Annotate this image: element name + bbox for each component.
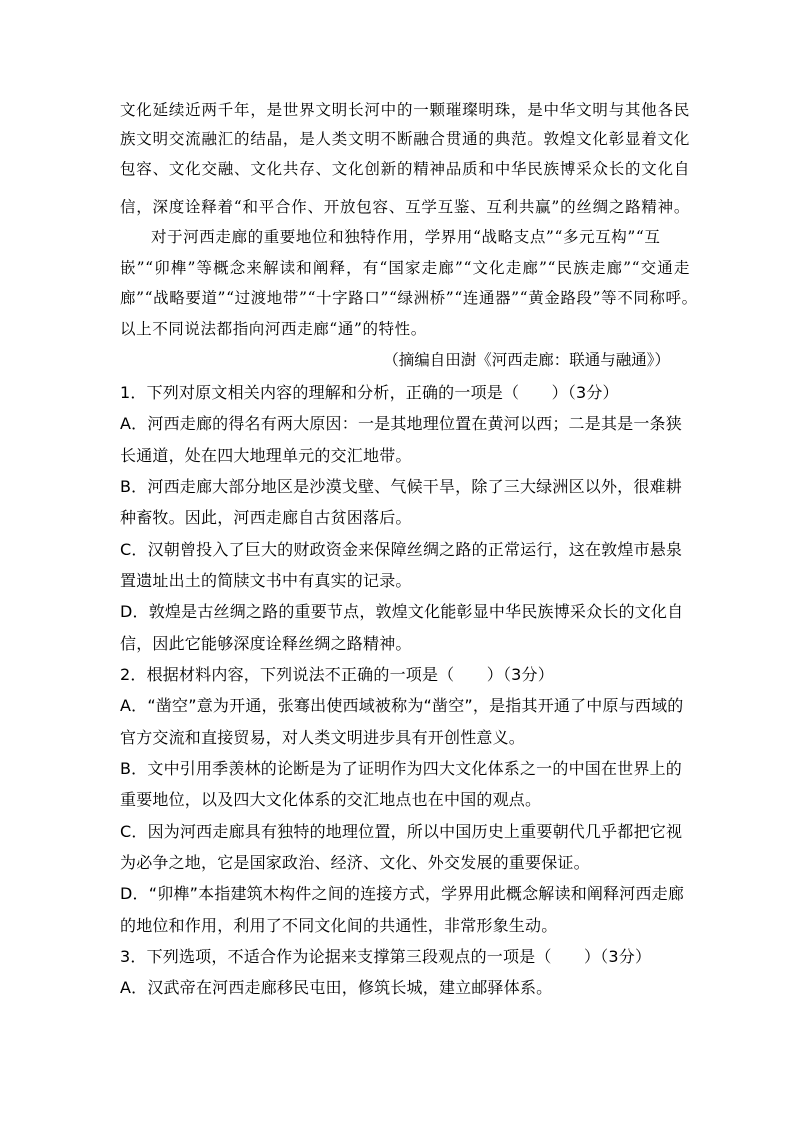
- source-citation: （摘编自田澍《河西走廊：联通与融通》）: [383, 351, 670, 369]
- option-c-cont: 为必争之地，它是国家政治、经济、文化、外交发展的重要保证。: [120, 853, 590, 872]
- option-c: C．汉朝曾投入了巨大的财政资金来保障丝绸之路的正常运行，这在敦煌市悬泉: [120, 540, 683, 559]
- option-b: B．河西走廊大部分地区是沙漠戈壁、气候干旱，除了三大绿洲区以外，很难耕: [120, 477, 682, 496]
- option-a-cont: 长通道，处在四大地理单元的交汇地带。: [120, 446, 412, 465]
- option-c-cont: 置遗址出土的简牍文书中有真实的记录。: [120, 571, 412, 590]
- option-d-cont: 信，因此它能够深度诠释丝绸之路精神。: [120, 634, 412, 653]
- passage-line: 文化延续近两千年，是世界文明长河中的一颗璀璨明珠，是中华文明与其他各民: [120, 101, 690, 119]
- question-stem: 1．下列对原文相关内容的理解和分析，正确的一项是（ ）（3分）: [120, 383, 619, 402]
- passage-line: 族文明交流融汇的结晶，是人类文明不断融合贯通的典范。敦煌文化彰显着文化: [120, 130, 690, 148]
- option-d: D．“卯榫”本指建筑木构件之间的连接方式，学界用此概念解读和阐释河西走廊: [120, 884, 685, 903]
- passage-line: 廊”“战略要道”“过渡地带”“十字路口”“绿洲桥”“连通器”“黄金路段”等不同称呼。: [120, 289, 698, 307]
- passage-line: 包容、文化交融、文化共存、文化创新的精神品质和中华民族博采众长的文化自: [120, 160, 690, 178]
- option-a: A．河西走廊的得名有两大原因：一是其地理位置在黄河以西；二是其是一条狭: [120, 414, 682, 433]
- passage-line: 嵌”“卯榫”等概念来解读和阐释，有“国家走廊”“文化走廊”“民族走廊”“交通走: [120, 259, 690, 277]
- option-b-cont: 重要地位，以及四大文化体系的交汇地点也在中国的观点。: [120, 790, 542, 809]
- option-c: C．因为河西走廊具有独特的地理位置，所以中国历史上重要朝代几乎都把它视: [120, 822, 683, 841]
- option-d: D．敦煌是古丝绸之路的重要节点，敦煌文化能彰显中华民族博采众长的文化自: [120, 602, 684, 621]
- question-stem: 3．下列选项，不适合作为论据来支撑第三段观点的一项是（ ）（3分）: [120, 947, 652, 966]
- option-b: B．文中引用季羡林的论断是为了证明作为四大文化体系之一的中国在世界上的: [120, 759, 682, 778]
- option-a: A．“凿空”意为开通，张骞出使西域被称为“凿空”，是指其开通了中原与西域的: [120, 696, 684, 715]
- option-b-cont: 种畜牧。因此，河西走廊自古贫困落后。: [120, 508, 412, 527]
- passage-line: 信，深度诠释着“和平合作、开放包容、互学互鉴、互利共赢”的丝绸之路精神。: [120, 198, 690, 216]
- question-stem: 2．根据材料内容，下列说法不正确的一项是（ ）（3分）: [120, 665, 554, 684]
- option-a-cont: 官方交流和直接贸易，对人类文明进步具有开创性意义。: [120, 728, 526, 747]
- option-d-cont: 的地位和作用，利用了不同文化间的共通性，非常形象生动。: [120, 916, 558, 935]
- passage-line: 对于河西走廊的重要地位和独特作用，学界用“战略支点”“多元互构”“互: [151, 228, 661, 246]
- passage-line: 以上不同说法都指向河西走廊“通”的特性。: [120, 320, 427, 338]
- option-a: A．汉武帝在河西走廊移民屯田，修筑长城，建立邮驿体系。: [120, 978, 553, 997]
